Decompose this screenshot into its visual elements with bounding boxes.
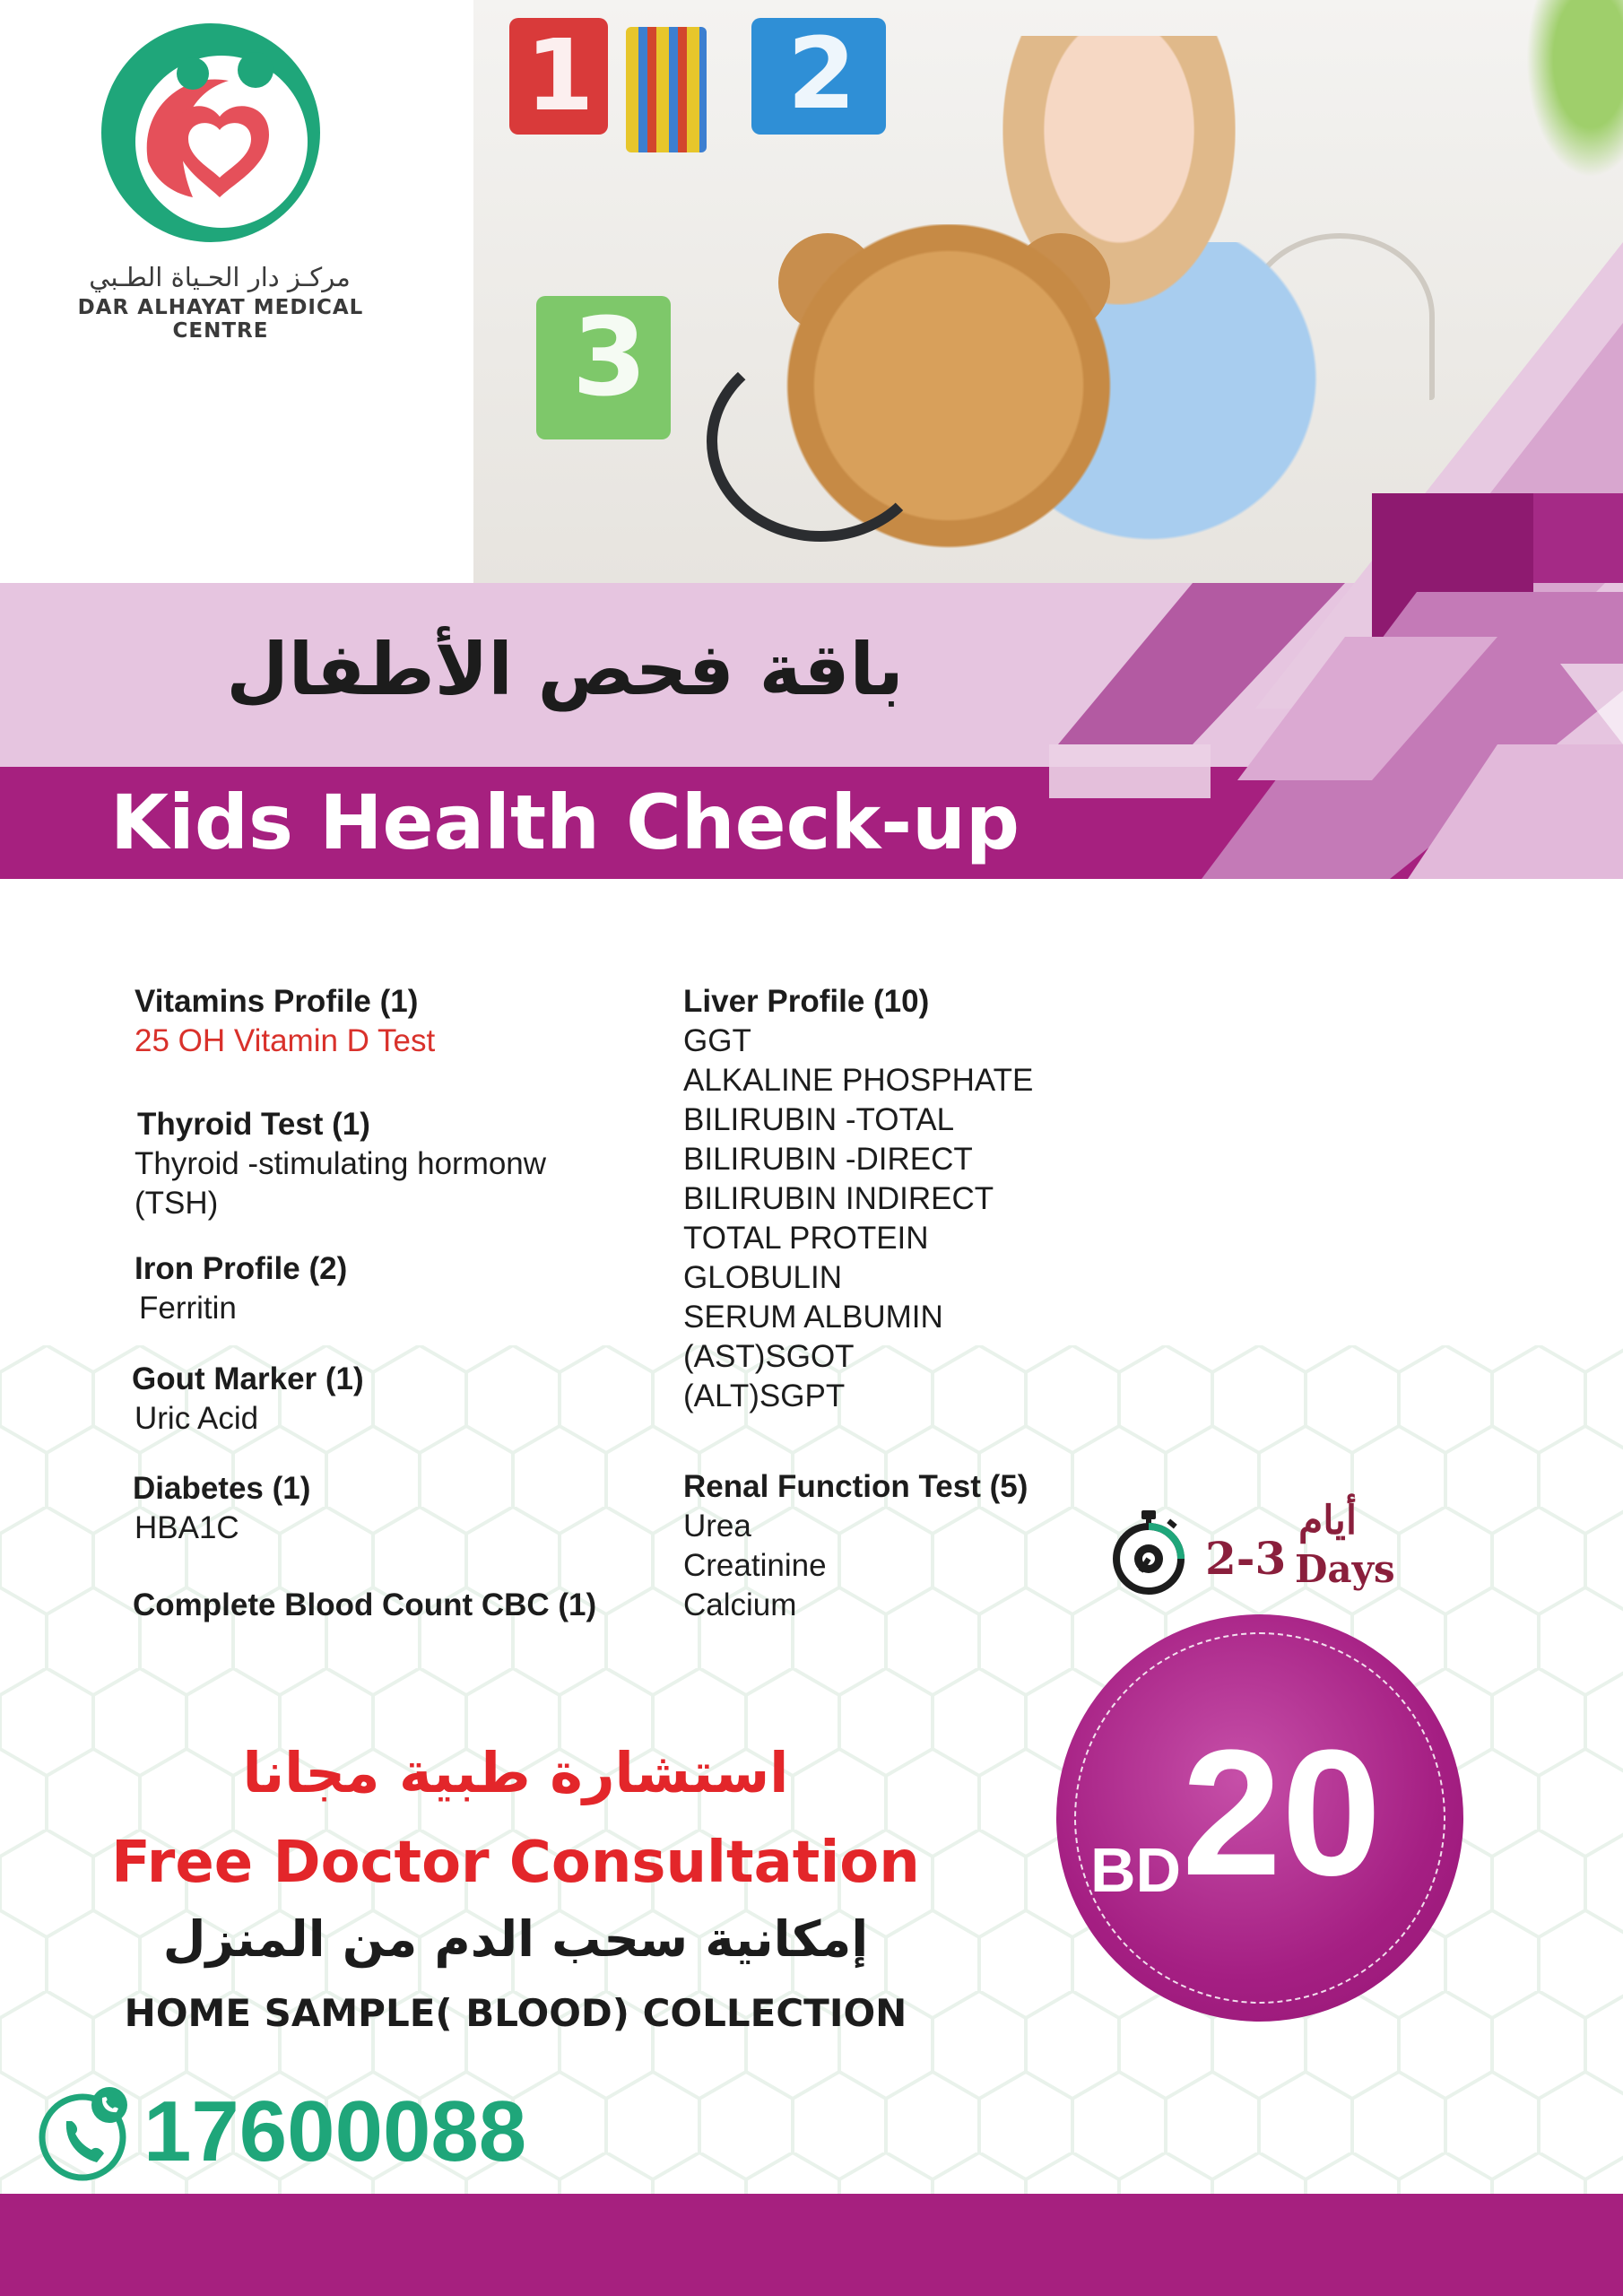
- block-number: 1: [525, 18, 595, 133]
- phone-number[interactable]: 17600088: [143, 2083, 527, 2179]
- tests-renal: [683, 1467, 1028, 1625]
- price-currency: BD: [1090, 1835, 1182, 1905]
- test-item: (TSH): [135, 1186, 219, 1221]
- logo-icon: [85, 18, 341, 251]
- tests-vitamins: [135, 982, 435, 1061]
- tests-gout: [132, 1360, 364, 1439]
- test-heading: Complete Blood Count CBC (1): [133, 1587, 597, 1622]
- logo-name-arabic: مركـز دار الحـياة الطـبي: [89, 262, 351, 292]
- tests-thyroid: [137, 1105, 370, 1144]
- test-item: BILIRUBIN -TOTAL: [683, 1102, 955, 1137]
- turnaround-range: 2-3: [1205, 1532, 1287, 1585]
- tests-liver: [683, 982, 1033, 1416]
- tests-cbc: [133, 1586, 596, 1625]
- test-item: TOTAL PROTEIN: [683, 1221, 929, 1256]
- free-consultation-english: Free Doctor Consultation: [111, 1830, 920, 1896]
- tests-iron: [135, 1249, 347, 1328]
- price-amount: 20: [1182, 1713, 1382, 1913]
- stethoscope: [707, 341, 934, 542]
- test-heading: Renal Function Test (5): [683, 1469, 1028, 1504]
- test-item: Urea: [683, 1509, 751, 1544]
- home-collection-arabic: إمكانية سحب الدم من المنزل: [162, 1910, 869, 1968]
- title-arabic: باقة فحص الأطفال: [226, 628, 904, 711]
- stopwatch-icon: [1108, 1509, 1189, 1595]
- whatsapp-phone-icon: [38, 2085, 136, 2184]
- turnaround-days-english: Days: [1295, 1547, 1395, 1591]
- test-item: Uric Acid: [135, 1401, 259, 1436]
- test-item: SERUM ALBUMIN: [683, 1300, 943, 1335]
- test-item: Calcium: [683, 1587, 797, 1622]
- test-item: BILIRUBIN -DIRECT: [683, 1142, 973, 1177]
- test-item: ALKALINE PHOSPHATE: [683, 1063, 1034, 1098]
- tests-diabetes: [133, 1469, 310, 1548]
- test-item: Creatinine: [683, 1548, 827, 1583]
- test-item: (AST)SGOT: [683, 1339, 855, 1374]
- test-heading: Vitamins Profile (1): [135, 984, 419, 1019]
- test-heading: Thyroid Test (1): [137, 1107, 370, 1142]
- plant: [1515, 0, 1623, 197]
- block-number: 3: [572, 296, 647, 421]
- test-item: BILIRUBIN INDIRECT: [683, 1181, 994, 1216]
- test-item: Ferritin: [139, 1291, 237, 1326]
- tests-thyroid-items: [135, 1144, 546, 1223]
- test-heading: Gout Marker (1): [132, 1361, 364, 1396]
- pencil-cup: [626, 27, 707, 152]
- geometric-decoration: [1031, 242, 1623, 879]
- free-consultation-arabic: استشارة طبية مجانا: [242, 1740, 789, 1805]
- test-item: Thyroid -stimulating hormonw: [135, 1146, 547, 1181]
- test-item: 25 OH Vitamin D Test: [135, 1023, 436, 1058]
- logo-name-english: DAR ALHAYAT MEDICAL CENTRE: [77, 296, 364, 343]
- test-item: (ALT)SGPT: [683, 1378, 846, 1413]
- footer-bar: [0, 2194, 1623, 2296]
- turnaround-days-arabic: أيام: [1298, 1498, 1358, 1544]
- test-heading: Diabetes (1): [133, 1471, 311, 1506]
- block-number: 2: [787, 16, 856, 131]
- test-item: GGT: [683, 1023, 751, 1058]
- title-english: Kids Health Check-up: [109, 778, 1020, 866]
- test-item: HBA1C: [135, 1510, 239, 1545]
- test-heading: Liver Profile (10): [683, 984, 930, 1019]
- test-heading: Iron Profile (2): [135, 1251, 348, 1286]
- test-item: GLOBULIN: [683, 1260, 842, 1295]
- home-collection-english: HOME SAMPLE( BLOOD) COLLECTION: [124, 1991, 907, 2035]
